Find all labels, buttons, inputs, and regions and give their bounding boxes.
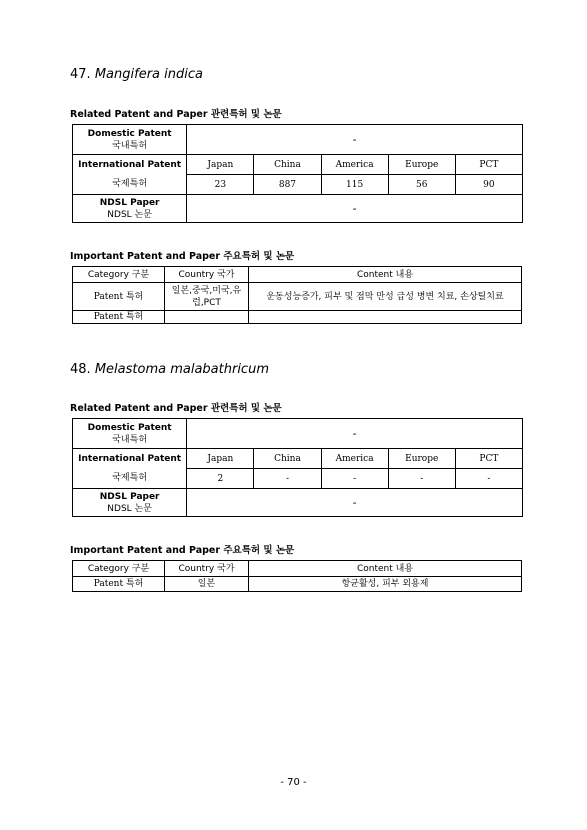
count-europe: - (388, 469, 455, 489)
header-content: Content 내용 (249, 561, 522, 577)
related-heading: Related Patent and Paper 관련특허 및 논문 (70, 403, 282, 414)
country-europe: Europe (388, 449, 455, 469)
header-country: Country 국가 (165, 561, 249, 577)
row-country: 일본,중국,미국,유럽,PCT (165, 283, 249, 311)
row-category: Patent 특허 (73, 283, 165, 311)
important-heading: Important Patent and Paper 주요특허 및 논문 (70, 251, 295, 262)
intl-label: International Patent 국제특허 (73, 449, 187, 489)
related-table (72, 418, 523, 517)
ndsl-label: NDSL Paper NDSL 논문 (73, 195, 187, 223)
ndsl-label: NDSL Paper NDSL 논문 (73, 489, 187, 517)
country-japan: Japan (187, 155, 254, 175)
important-table (72, 266, 522, 324)
intl-label: International Patent 국제특허 (73, 155, 187, 195)
important-table (72, 560, 522, 592)
section-number: 48. (70, 362, 91, 377)
country-japan: Japan (187, 449, 254, 469)
header-category: Category 구분 (73, 267, 165, 283)
row-category: Patent 특허 (73, 577, 165, 592)
country-america: America (321, 449, 388, 469)
related-table (72, 124, 523, 223)
country-pct: PCT (455, 449, 522, 469)
related-heading: Related Patent and Paper 관련특허 및 논문 (70, 109, 282, 120)
country-china: China (254, 155, 321, 175)
count-china: 887 (254, 175, 321, 195)
count-pct: 90 (455, 175, 522, 195)
count-china: - (254, 469, 321, 489)
count-japan: 23 (187, 175, 254, 195)
country-china: China (254, 449, 321, 469)
row-country (165, 311, 249, 324)
species-name: Melastoma malabathricum (94, 362, 269, 377)
section-title (70, 362, 269, 377)
count-europe: 56 (388, 175, 455, 195)
ndsl-value: - (187, 195, 523, 223)
page-number: - 70 - (280, 777, 307, 788)
important-heading: Important Patent and Paper 주요특허 및 논문 (70, 545, 295, 556)
header-category: Category 구분 (73, 561, 165, 577)
row-country: 일본 (165, 577, 249, 592)
count-pct: - (455, 469, 522, 489)
section-number: 47. (70, 67, 91, 82)
country-pct: PCT (455, 155, 522, 175)
domestic-label: Domestic Patent 국내특허 (73, 419, 187, 449)
row-category: Patent 특허 (73, 311, 165, 324)
country-america: America (321, 155, 388, 175)
section-title (70, 67, 203, 82)
domestic-value: - (187, 419, 523, 449)
count-america: 115 (321, 175, 388, 195)
row-content (249, 311, 522, 324)
domestic-label: Domestic Patent 국내특허 (73, 125, 187, 155)
species-name: Mangifera indica (94, 67, 203, 82)
row-content: 운동성능증가, 피부 및 점막 만성 급성 병변 치료, 손상틸치료 (249, 283, 522, 311)
count-japan: 2 (187, 469, 254, 489)
domestic-value: - (187, 125, 523, 155)
header-content: Content 내용 (249, 267, 522, 283)
header-country: Country 국가 (165, 267, 249, 283)
country-europe: Europe (388, 155, 455, 175)
ndsl-value: - (187, 489, 523, 517)
count-america: - (321, 469, 388, 489)
row-content: 항균활성, 피부 외용제 (249, 577, 522, 592)
